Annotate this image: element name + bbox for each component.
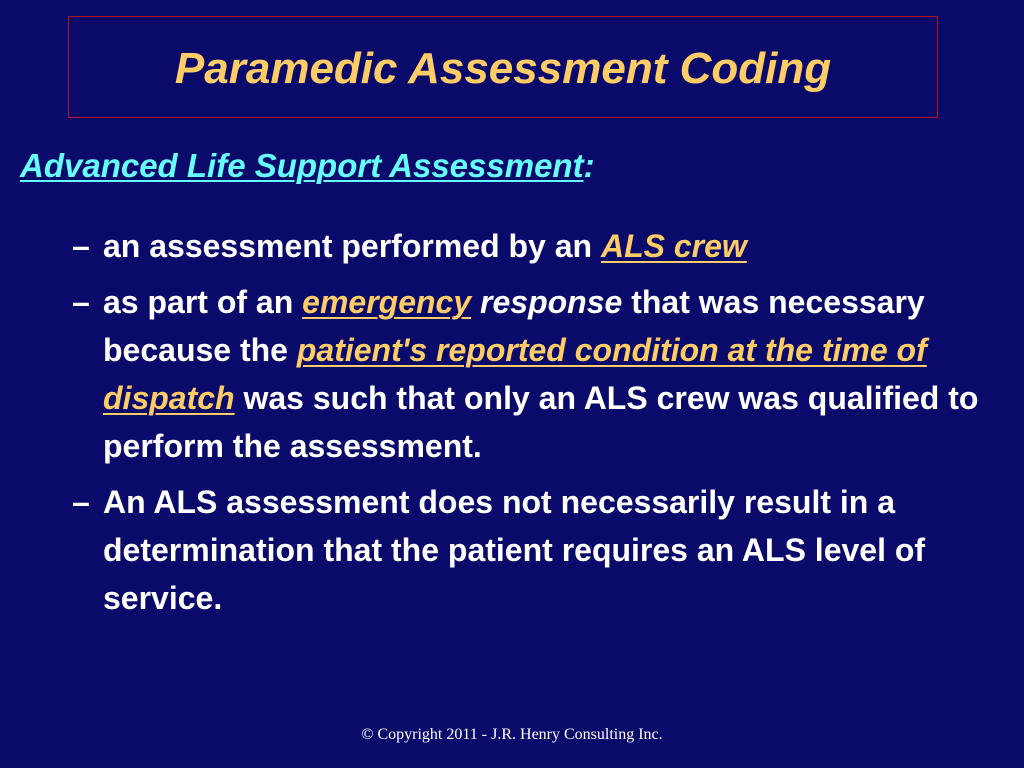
- highlight-als-crew: ALS crew: [600, 228, 747, 264]
- bullet-dash: –: [72, 484, 90, 520]
- copyright-footer: © Copyright 2011 - J.R. Henry Consulting Inc.: [361, 726, 663, 743]
- bullet-dash: –: [72, 284, 90, 320]
- title-box: [68, 16, 938, 118]
- bullet-text: was such that only an ALS crew was qualified to perform the assessment.: [103, 380, 979, 464]
- bullet-text: as part of an: [103, 284, 303, 320]
- bullet-text: An ALS assessment does not necessarily result in a determination that the patient requires an ALS level of service.: [103, 484, 926, 616]
- bullet-text: [471, 284, 480, 320]
- bullet-item-3: [72, 478, 1007, 622]
- bullet-list: [72, 222, 1007, 630]
- bullet-dash: –: [72, 228, 90, 264]
- section-heading-link: Advanced Life Support Assessment: [20, 147, 584, 184]
- highlight-patient-condition: patient's reported condition at the time of dispatch: [103, 332, 927, 416]
- bullet-item-1: [72, 222, 1007, 270]
- slide-title: Paramedic Assessment Coding: [174, 44, 832, 93]
- bullet-item-2: [72, 278, 1007, 470]
- bullet-text: an assessment performed by an: [103, 228, 601, 264]
- highlight-emergency: emergency: [302, 284, 472, 320]
- bullet-text: that was necessary because the: [103, 284, 925, 368]
- section-heading: [20, 147, 595, 185]
- section-heading-colon: :: [583, 147, 595, 184]
- emphasis-response: response: [480, 284, 623, 320]
